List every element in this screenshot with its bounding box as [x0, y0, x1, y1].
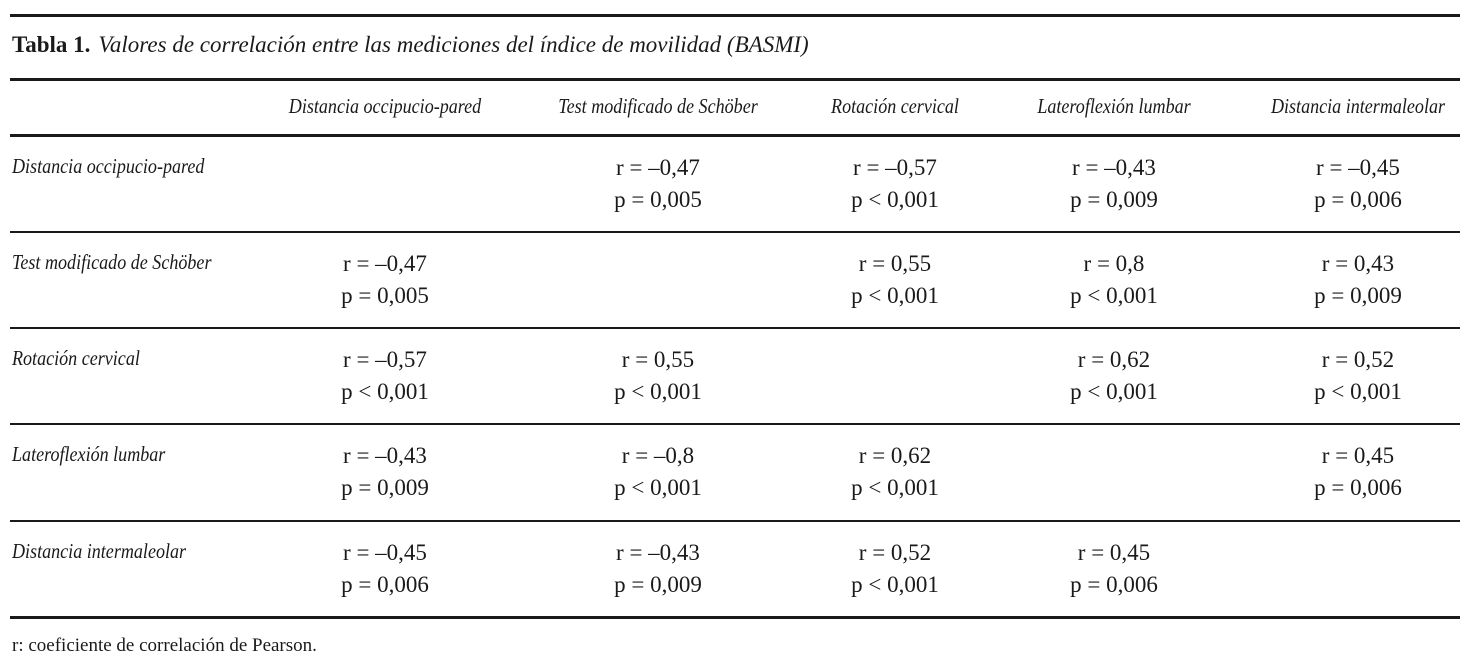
correlation-p: p < 0,001	[851, 283, 939, 308]
correlation-r: r = 0,45	[1077, 540, 1151, 565]
correlation-r: r = –0,8	[621, 443, 695, 468]
row-label-2: Test modificado de Schöber	[12, 250, 212, 274]
correlation-p: p = 0,009	[1070, 187, 1158, 212]
table-caption: Valores de correlación entre las mediciones del índice de movilidad (BASMI)	[98, 32, 809, 57]
table-cell	[1004, 344, 1224, 408]
table-cell	[1004, 152, 1224, 216]
table-cell	[275, 248, 495, 312]
table-cell	[785, 248, 1005, 312]
correlation-r: r = 0,55	[858, 251, 932, 276]
table-bottom-rule	[10, 616, 1460, 619]
table-cell	[1248, 344, 1468, 408]
correlation-p: p < 0,001	[851, 475, 939, 500]
column-header-4: Lateroflexión lumbar	[1037, 94, 1191, 118]
correlation-r: r = –0,43	[1072, 155, 1156, 180]
correlation-p: p = 0,009	[614, 572, 702, 597]
correlation-r: r = –0,57	[853, 155, 937, 180]
correlation-p: p < 0,001	[341, 379, 429, 404]
correlation-p: p = 0,009	[341, 475, 429, 500]
correlation-p: p < 0,001	[851, 572, 939, 597]
row-label-5: Distancia intermaleolar	[12, 539, 187, 563]
table-cell	[785, 537, 1005, 601]
table-cell	[275, 440, 495, 504]
column-header-3: Rotación cervical	[831, 94, 959, 118]
column-header-1: Distancia occipucio-pared	[288, 94, 482, 118]
correlation-r: r = 0,45	[1321, 443, 1395, 468]
correlation-p: p = 0,006	[1314, 187, 1402, 212]
table-cell	[548, 537, 768, 601]
table-cell	[548, 152, 768, 216]
header-rule	[10, 134, 1460, 137]
row-label-4: Lateroflexión lumbar	[12, 442, 166, 466]
table-cell	[275, 537, 495, 601]
correlation-p: p < 0,001	[851, 187, 939, 212]
table-cell	[1248, 440, 1468, 504]
correlation-p: p < 0,001	[614, 475, 702, 500]
row-label-3: Rotación cervical	[12, 346, 140, 370]
correlation-p: p = 0,005	[341, 283, 429, 308]
table-footnote: r: coeficiente de correlación de Pearson.	[12, 635, 317, 656]
table-cell	[1248, 248, 1468, 312]
correlation-r: r = 0,52	[1321, 347, 1395, 372]
correlation-p: p = 0,005	[614, 187, 702, 212]
table-cell	[548, 344, 768, 408]
correlation-r: r = –0,47	[343, 251, 427, 276]
correlation-p: p < 0,001	[1070, 379, 1158, 404]
correlation-p: p < 0,001	[614, 379, 702, 404]
correlation-p: p = 0,009	[1314, 283, 1402, 308]
table-cell	[548, 440, 768, 504]
column-header-2: Test modificado de Schöber	[558, 94, 758, 118]
row-divider	[10, 423, 1460, 425]
correlation-r: r = –0,43	[616, 540, 700, 565]
correlation-r: r = –0,45	[343, 540, 427, 565]
table-top-rule	[10, 14, 1460, 17]
row-divider	[10, 231, 1460, 233]
column-header-5: Distancia intermaleolar	[1270, 94, 1446, 118]
table-cell	[1004, 537, 1224, 601]
correlation-r: r = –0,43	[343, 443, 427, 468]
row-label-1: Distancia occipucio-pared	[12, 154, 205, 178]
table-title	[12, 32, 809, 58]
table-cell	[785, 440, 1005, 504]
correlation-r: r = –0,47	[616, 155, 700, 180]
correlation-r: r = 0,55	[621, 347, 695, 372]
table-cell	[1248, 152, 1468, 216]
title-rule	[10, 78, 1460, 81]
correlation-r: r = 0,52	[858, 540, 932, 565]
correlation-p: p < 0,001	[1314, 379, 1402, 404]
correlation-r: r = 0,43	[1321, 251, 1395, 276]
correlation-r: r = 0,62	[1077, 347, 1151, 372]
table-cell	[275, 344, 495, 408]
correlation-p: p = 0,006	[341, 572, 429, 597]
correlation-r: r = –0,57	[343, 347, 427, 372]
row-divider	[10, 327, 1460, 329]
table-label: Tabla 1.	[12, 32, 91, 57]
correlation-r: r = 0,62	[858, 443, 932, 468]
correlation-p: p = 0,006	[1070, 572, 1158, 597]
correlation-r: r = –0,45	[1316, 155, 1400, 180]
table-cell	[785, 152, 1005, 216]
correlation-p: p = 0,006	[1314, 475, 1402, 500]
row-divider	[10, 520, 1460, 522]
table-cell	[1004, 248, 1224, 312]
correlation-p: p < 0,001	[1070, 283, 1158, 308]
correlation-r: r = 0,8	[1083, 251, 1145, 276]
